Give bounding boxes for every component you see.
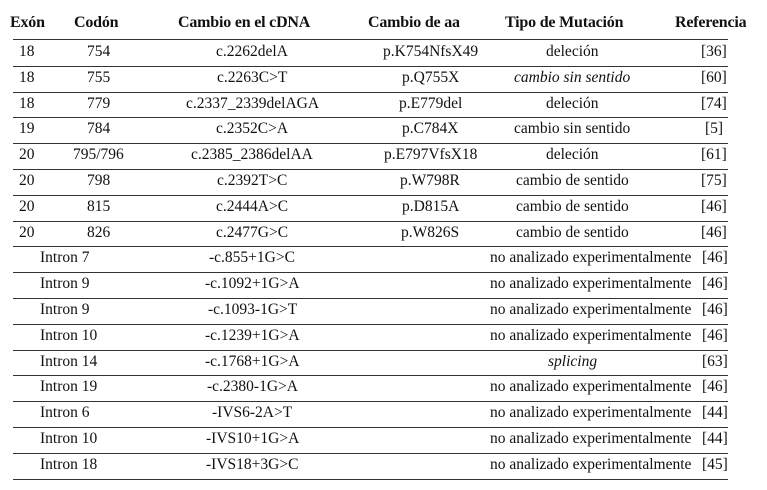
- reference-cell: [44]: [702, 404, 728, 421]
- mutation-type-cell: no analizado experimentalmente: [490, 327, 692, 344]
- intron-cell: Intron 10: [40, 430, 98, 447]
- reference-cell: [75]: [701, 172, 727, 189]
- row-divider: [13, 350, 728, 351]
- row-divider: [13, 298, 728, 299]
- mutation-type-cell: deleción: [546, 146, 599, 163]
- codon-cell: 779: [87, 95, 111, 112]
- reference-cell: [74]: [701, 95, 727, 112]
- cdna-cell: c.2262delA: [216, 43, 288, 60]
- row-divider: [13, 117, 728, 118]
- row-divider: [13, 66, 728, 67]
- exon-cell: 18: [19, 69, 35, 86]
- header-exon: Exón: [10, 14, 45, 31]
- exon-cell: 20: [19, 146, 35, 163]
- intron-cell: Intron 6: [40, 404, 90, 421]
- header-aa: Cambio de aa: [368, 14, 460, 31]
- cdna-cell: c.2352C>A: [216, 120, 289, 137]
- mutation-type-cell: no analizado experimentalmente: [490, 249, 692, 266]
- codon-cell: 815: [87, 198, 111, 215]
- mutation-type-cell: no analizado experimentalmente: [490, 456, 692, 473]
- mutation-type-cell: no analizado experimentalmente: [490, 378, 692, 395]
- mutation-type-cell: no analizado experimentalmente: [490, 404, 692, 421]
- reference-cell: [63]: [702, 353, 728, 370]
- cdna-cell: c.2263C>T: [217, 69, 288, 86]
- codon-cell: 798: [87, 172, 111, 189]
- cdna-cell: c.2477G>C: [216, 224, 289, 241]
- codon-cell: 826: [87, 224, 111, 241]
- mutation-type-cell: cambio de sentido: [516, 172, 629, 189]
- mutation-type-cell: no analizado experimentalmente: [490, 430, 692, 447]
- row-divider: [13, 479, 728, 480]
- exon-cell: 20: [19, 172, 35, 189]
- intron-cell: Intron 18: [40, 456, 98, 473]
- codon-cell: 795/796: [73, 146, 124, 163]
- reference-cell: [45]: [702, 456, 728, 473]
- cdna-cell: c.2385_2386delAA: [191, 146, 313, 163]
- reference-cell: [44]: [702, 430, 728, 447]
- header-codon: Codón: [74, 14, 119, 31]
- mutation-type-cell: cambio sin sentido: [514, 120, 631, 137]
- row-divider: [13, 221, 728, 222]
- aa-change-cell: p.D815A: [402, 198, 460, 215]
- cdna-cell: -c.2380-1G>A: [207, 378, 298, 395]
- reference-cell: [46]: [702, 327, 728, 344]
- intron-cell: Intron 19: [40, 378, 98, 395]
- mutation-type-cell: deleción: [546, 43, 599, 60]
- row-divider: [13, 143, 728, 144]
- exon-cell: 20: [19, 198, 35, 215]
- codon-cell: 784: [87, 120, 111, 137]
- aa-change-cell: p.E779del: [399, 95, 463, 112]
- cdna-cell: c.2337_2339delAGA: [186, 95, 320, 112]
- row-divider: [13, 92, 728, 93]
- aa-change-cell: p.Q755X: [402, 69, 460, 86]
- header-cdna: Cambio en el cDNA: [178, 14, 311, 31]
- header-tipo: Tipo de Mutación: [505, 14, 624, 31]
- cdna-cell: -c.1768+1G>A: [205, 353, 300, 370]
- row-divider: [13, 453, 728, 454]
- reference-cell: [60]: [701, 69, 727, 86]
- codon-cell: 754: [87, 43, 111, 60]
- exon-cell: 18: [19, 95, 35, 112]
- intron-cell: Intron 14: [40, 353, 98, 370]
- cdna-cell: c.2444A>C: [216, 198, 289, 215]
- row-divider: [13, 375, 728, 376]
- mutation-type-cell: cambio de sentido: [516, 224, 629, 241]
- aa-change-cell: p.W826S: [401, 224, 460, 241]
- row-divider: [13, 195, 728, 196]
- intron-cell: Intron 9: [40, 275, 90, 292]
- cdna-cell: -c.1093-1G>T: [208, 301, 298, 318]
- codon-cell: 755: [87, 69, 111, 86]
- mutation-type-cell: no analizado experimentalmente: [490, 301, 692, 318]
- row-divider: [13, 39, 728, 40]
- mutation-type-cell: no analizado experimentalmente: [490, 275, 692, 292]
- mutation-type-cell: splicing: [548, 353, 598, 370]
- cdna-cell: -c.1239+1G>A: [205, 327, 300, 344]
- intron-cell: Intron 9: [40, 301, 90, 318]
- row-divider: [13, 246, 728, 247]
- cdna-cell: c.2392T>C: [217, 172, 288, 189]
- aa-change-cell: p.K754NfsX49: [383, 43, 479, 60]
- reference-cell: [46]: [702, 249, 728, 266]
- mutation-type-cell: deleción: [546, 95, 599, 112]
- aa-change-cell: p.W798R: [400, 172, 460, 189]
- reference-cell: [61]: [701, 146, 727, 163]
- row-divider: [13, 169, 728, 170]
- reference-cell: [36]: [701, 43, 727, 60]
- cdna-cell: -IVS18+3G>C: [206, 456, 299, 473]
- reference-cell: [46]: [702, 301, 728, 318]
- row-divider: [13, 272, 728, 273]
- row-divider: [13, 401, 728, 402]
- cdna-cell: -c.1092+1G>A: [205, 275, 300, 292]
- exon-cell: 18: [19, 43, 35, 60]
- intron-cell: Intron 7: [40, 249, 90, 266]
- aa-change-cell: p.E797VfsX18: [384, 146, 478, 163]
- row-divider: [13, 427, 728, 428]
- cdna-cell: -IVS6-2A>T: [212, 404, 293, 421]
- row-divider: [13, 324, 728, 325]
- cdna-cell: -c.855+1G>C: [209, 249, 295, 266]
- reference-cell: [46]: [701, 198, 727, 215]
- header-ref: Referencia: [675, 14, 747, 31]
- reference-cell: [46]: [701, 224, 727, 241]
- mutation-type-cell: cambio de sentido: [516, 198, 629, 215]
- reference-cell: [46]: [702, 378, 728, 395]
- intron-cell: Intron 10: [40, 327, 98, 344]
- mutation-type-cell: cambio sin sentido: [514, 69, 631, 86]
- reference-cell: [46]: [702, 275, 728, 292]
- aa-change-cell: p.C784X: [402, 120, 459, 137]
- cdna-cell: -IVS10+1G>A: [206, 430, 300, 447]
- exon-cell: 20: [19, 224, 35, 241]
- reference-cell: [5]: [705, 120, 724, 137]
- exon-cell: 19: [19, 120, 35, 137]
